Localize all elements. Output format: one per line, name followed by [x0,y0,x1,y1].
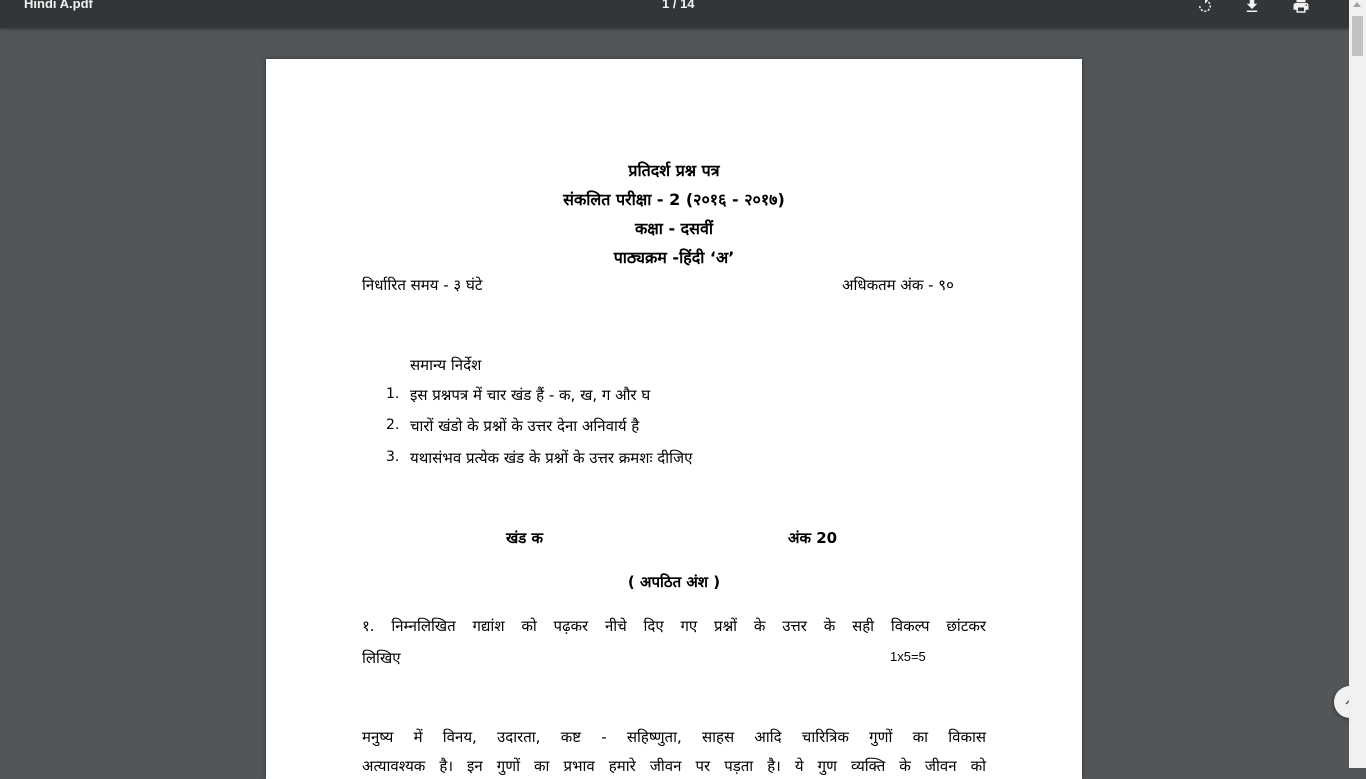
rotate-button[interactable] [1193,0,1217,18]
passage-text: अत्यावश्यक है। इन गुणों का प्रभाव हमारे जीवन पर पड़ता है। ये गुण व्यक्ति के जीवन को [362,757,986,775]
download-button[interactable] [1240,0,1264,18]
question-text: १. निम्नलिखित गद्यांश को पढ़कर नीचे दिए गए प्रश्नों के उत्तर के सही विकल्प छांटकर [362,617,986,635]
question-marks: 1x5=5 [890,649,926,664]
document-title: Hindi A.pdf [24,0,93,11]
class-name: कक्षा - दसवीं [634,219,714,238]
instruction-item: चारों खंडो के प्रश्नों के उत्तर देना अनिवार्य है [410,417,640,435]
print-icon [1292,0,1310,15]
instruction-item: इस प्रश्नपत्र में चार खंड हैं - क, ख, ग और घ [410,386,651,404]
paper-title: प्रतिदर्श प्रश्न पत्र [628,161,720,180]
scroll-up-arrow-icon[interactable] [1353,2,1361,7]
course-name: पाठ्यक्रम -हिंदी ‘अ’ [613,248,735,267]
scroll-thumb[interactable] [1352,16,1363,56]
instruction-item: यथासंभव प्रत्येक खंड के प्रश्नों के उत्तर क्रमशः दीजिए [410,449,693,467]
instruction-number: 1. [386,386,400,402]
page-indicator: 1 / 14 [662,0,695,11]
instruction-number: 2. [386,417,400,433]
download-icon [1243,0,1261,15]
rotate-icon [1196,0,1214,15]
instructions-heading: समान्य निर्देश [410,356,482,374]
exam-name: संकलित परीक्षा - 2 (२०१६ - २०१७) [563,190,785,209]
time-allowed: निर्धारित समय - ३ घंटे [362,276,483,294]
pdf-page [266,59,1082,779]
pdf-toolbar [0,0,1349,28]
passage-text: मनुष्य में विनय, उदारता, कष्ट - सहिष्णुता, साहस आदि चारित्रिक गुणों का विकास [362,728,986,746]
section-label: खंड क [506,529,544,547]
max-marks: अधिकतम अंक - ९० [842,276,954,294]
vertical-scrollbar[interactable] [1349,0,1366,768]
question-text-cont: लिखिए [362,649,401,667]
section-subtitle: ( अपठित अंश ) [627,573,721,591]
print-button[interactable] [1289,0,1313,18]
section-marks: अंक 20 [788,529,838,547]
instruction-number: 3. [386,449,400,465]
